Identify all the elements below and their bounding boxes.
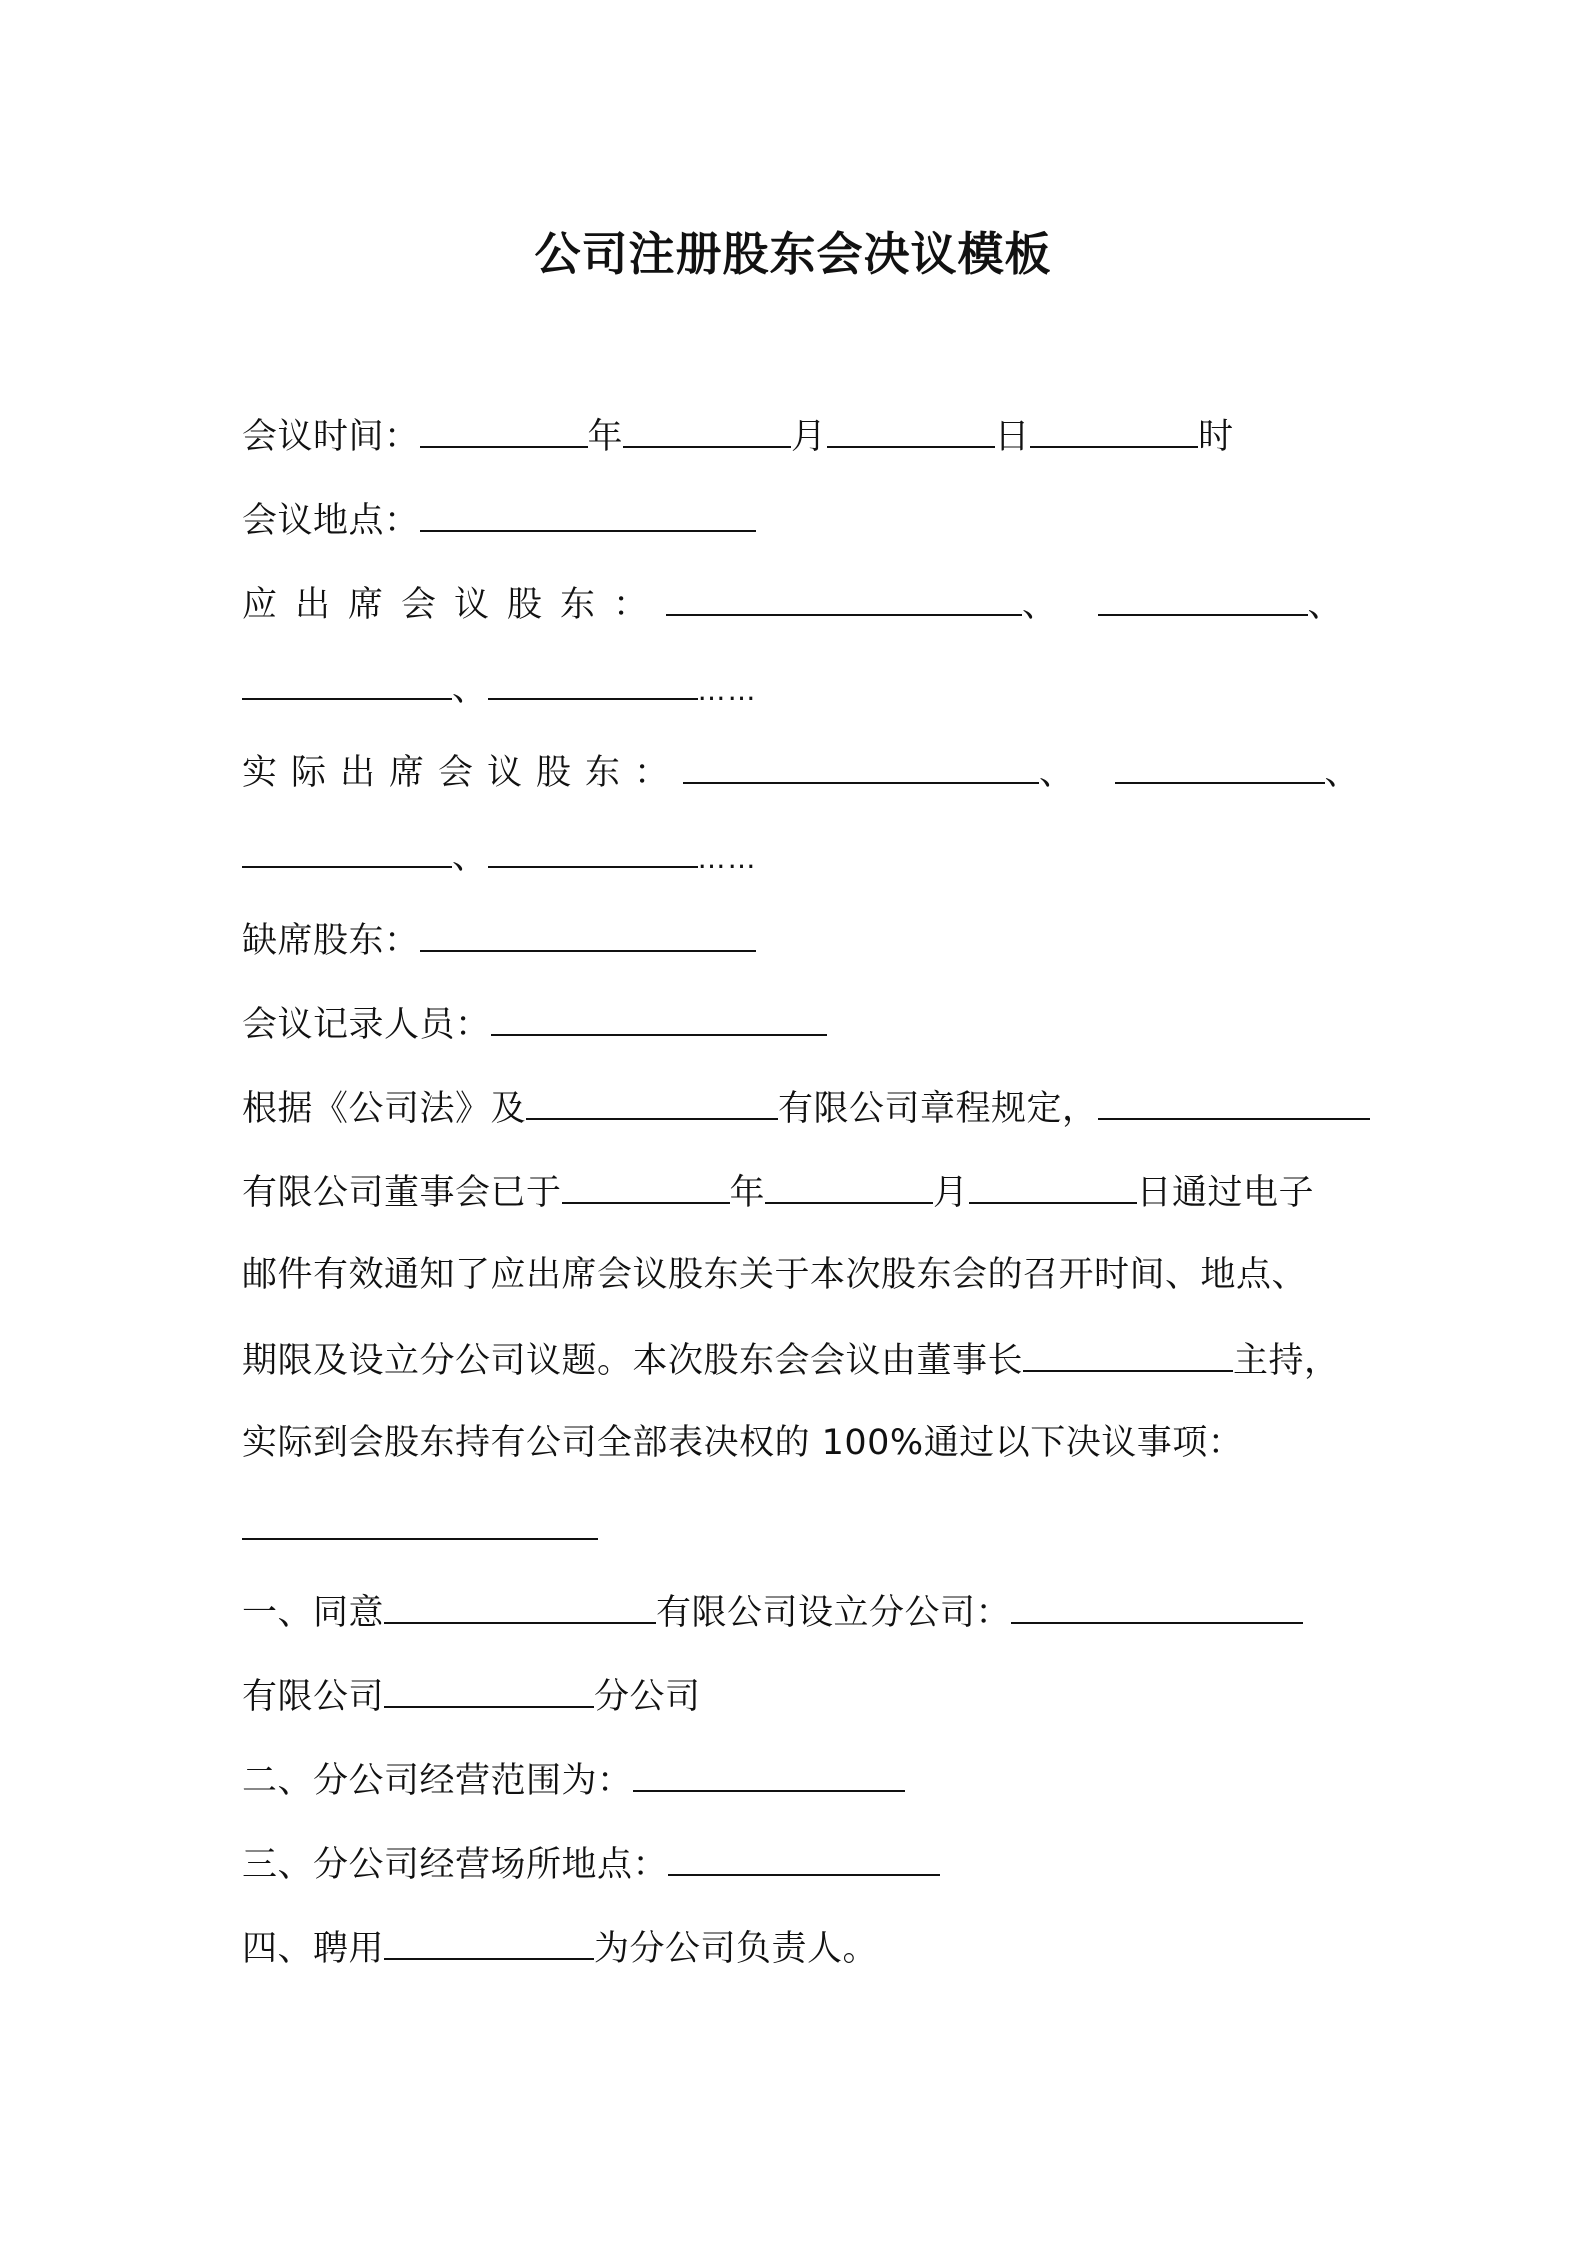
body-text: 主持， <box>1233 1341 1340 1381</box>
notice-year-blank <box>562 1166 730 1204</box>
ellipsis: …… <box>697 842 758 875</box>
manager-blank <box>384 1922 594 1960</box>
item-1-text: 一、同意 <box>242 1593 385 1633</box>
item-1-text: 有限公司 <box>242 1677 385 1717</box>
item-1-text: 分公司 <box>594 1677 701 1717</box>
item-4-text: 四、聘用 <box>242 1929 385 1969</box>
day-blank <box>827 410 995 448</box>
actual-shareholders-line <box>242 746 1360 798</box>
item-3-line <box>242 1838 940 1890</box>
month-blank <box>623 410 791 448</box>
absent-shareholders-line <box>242 914 756 966</box>
meeting-time-label: 会议时间： <box>242 417 420 457</box>
month-label: 月 <box>791 417 827 457</box>
branch-name-blank <box>384 1670 594 1708</box>
item-1-line-2 <box>242 1670 701 1722</box>
absent-shareholders-blank <box>420 914 756 952</box>
year-blank <box>420 410 588 448</box>
required-shareholder-blank-2 <box>1098 578 1308 616</box>
year-label: 年 <box>587 417 624 457</box>
meeting-place-label: 会议地点： <box>242 501 420 541</box>
body-text: 有限公司董事会已于 <box>242 1173 562 1213</box>
body-text: 期限及设立分公司议题。本次股东会会议由董事长 <box>242 1341 1024 1381</box>
item-2-line <box>242 1754 905 1806</box>
chairman-blank <box>1023 1334 1233 1372</box>
recorder-label: 会议记录人员： <box>242 1005 491 1045</box>
required-shareholder-blank-4 <box>488 662 698 700</box>
actual-shareholder-blank-2 <box>1115 746 1325 784</box>
resolution-blank-line <box>242 1502 598 1554</box>
actual-shareholders-line-2 <box>242 830 758 884</box>
item-4-text: 为分公司负责人。 <box>594 1929 879 1969</box>
item-1-text: 有限公司设立分公司： <box>656 1593 1012 1633</box>
company-blank-2 <box>1098 1082 1370 1120</box>
ellipsis: …… <box>697 674 758 707</box>
required-shareholders-line-2 <box>242 662 758 716</box>
separator: 、 <box>1022 585 1058 625</box>
item-2-text: 二、分公司经营范围为： <box>242 1761 633 1801</box>
recorder-line <box>242 998 827 1050</box>
required-shareholder-blank-3 <box>242 662 452 700</box>
body-text: 邮件有效通知了应出席会议股东关于本次股东会的召开时间、地点、 <box>242 1255 1308 1295</box>
actual-shareholders-label: 实际出席会议股东： <box>242 753 684 793</box>
required-shareholders-label: 应出席会议股东： <box>242 585 667 625</box>
recorder-blank <box>491 998 827 1036</box>
separator: 、 <box>1324 753 1361 793</box>
separator: 、 <box>1307 585 1344 625</box>
notice-day-blank <box>969 1166 1137 1204</box>
separator: 、 <box>452 669 488 709</box>
hour-blank <box>1030 410 1198 448</box>
body-line-1 <box>242 1082 1370 1134</box>
separator: 、 <box>452 837 488 877</box>
item-4-line <box>242 1922 878 1974</box>
body-text: 有限公司章程规定， <box>778 1089 1098 1129</box>
day-label: 日 <box>994 417 1031 457</box>
document-title: 公司注册股东会决议模板 <box>534 227 1052 281</box>
actual-shareholder-blank-1 <box>683 746 1039 784</box>
meeting-place-line <box>242 494 756 546</box>
business-location-blank <box>668 1838 940 1876</box>
body-line-3 <box>242 1250 1307 1300</box>
body-text: 月 <box>933 1173 969 1213</box>
required-shareholder-blank-1 <box>666 578 1022 616</box>
item-1-line <box>242 1586 1303 1638</box>
body-line-5 <box>242 1418 1243 1468</box>
actual-shareholder-blank-4 <box>488 830 698 868</box>
body-line-2 <box>242 1166 1314 1218</box>
hour-label: 时 <box>1198 417 1234 457</box>
absent-shareholders-label: 缺席股东： <box>242 921 420 961</box>
company-blank-1 <box>526 1082 778 1120</box>
resolution-blank <box>242 1502 598 1540</box>
notice-month-blank <box>765 1166 933 1204</box>
required-shareholders-line <box>242 578 1343 630</box>
body-text: 根据《公司法》及 <box>242 1089 527 1129</box>
meeting-time-line <box>242 410 1234 462</box>
item-3-text: 三、分公司经营场所地点： <box>242 1845 669 1885</box>
body-text: 实际到会股东持有公司全部表决权的 100%通过以下决议事项： <box>242 1423 1244 1463</box>
business-scope-blank <box>633 1754 905 1792</box>
parent-company-blank <box>384 1586 656 1624</box>
body-line-4 <box>242 1334 1340 1386</box>
meeting-place-blank <box>420 494 756 532</box>
separator: 、 <box>1039 753 1075 793</box>
body-text: 年 <box>729 1173 766 1213</box>
body-text: 日通过电子 <box>1136 1173 1315 1213</box>
branch-parent-blank <box>1011 1586 1303 1624</box>
actual-shareholder-blank-3 <box>242 830 452 868</box>
